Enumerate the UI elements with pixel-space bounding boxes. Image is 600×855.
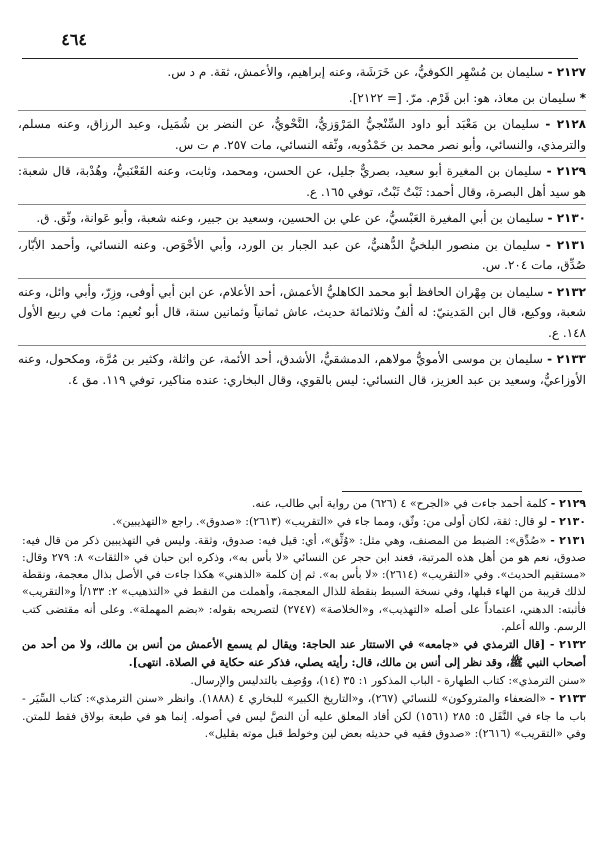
header-rule: [22, 58, 578, 59]
star-marker: *: [579, 90, 586, 105]
biography-entries: [18, 62, 586, 395]
entry-2130: [18, 208, 586, 232]
entry-text: سليمان بن مَعْبَد أبو داود السِّنْجيُّ المَرْوَزيُّ، النَّحْويُّ، عن النضر بن شُمَيل، وعبد الرزاق، وعنه مسلم، والترمذي، والنسائي، وأبو نصر محمد بن حَمْدُويه، وثّقه النسائي، مات ٢٥٧. م ت س.: [18, 117, 586, 152]
entry-text: سليمان بن المغيرة أبو سعيد، بصريٌّ جليل، عن الحسن، ومحمد، وثابت، وعنه القَعْنَبيُّ، وهُدْبة، قال شعبة: هو سيد أهل البصرة، وقال أحمد: ثَبْتٌ ثَبْتٌ، توفي ١٦٥. ع.: [18, 164, 586, 199]
footnote-text: لو قال: ثقة، لكان أولى من: وثّق، ومما جاء في «التقريب» (٢٦١٣): «صدوق». راجع «التهذيبين».: [112, 515, 548, 529]
footnote-2133: [22, 690, 586, 742]
footnote-2132-continued: [22, 672, 586, 689]
footnotes: [22, 495, 586, 743]
entry-cross-reference: [18, 88, 586, 112]
footnote-2132: [22, 636, 586, 671]
entry-2132: [18, 282, 586, 347]
footnote-number: ٢١٣٢ -: [549, 638, 586, 652]
footnote-2130: [22, 513, 586, 530]
footnote-number: ٢١٣١ -: [550, 533, 586, 547]
entry-number: ٢١٢٩ -: [546, 164, 586, 178]
entry-text: سليمان بن أبي المغيرة العَبْسيُّ، عن علي بن الحسين، وسعيد بن جبير، وعنه شعبة، وأبو عَوانة، وثّق. ق.: [36, 211, 544, 225]
footnote-rule: [342, 491, 582, 492]
entry-text: سليمان بن منصور البلخيُّ الدُّهنيُّ، عن عبد الجبار بن الورد، وأبي الأحْوَص. وعنه النسائي، وأحمد الأبّار، صُدِّق، مات ٢٠٤. س.: [18, 237, 586, 272]
entry-number: ٢١٣٣ -: [547, 352, 586, 366]
footnote-text: كلمة أحمد جاءت في «الجرح» ٤ (٦٢٦) من رواية أبي طالب، عنه.: [251, 497, 548, 510]
footnote-number: ٢١٣٠ -: [550, 515, 586, 529]
entry-2129: [18, 161, 586, 205]
footnote-number: ٢١٢٩ -: [550, 497, 586, 510]
entry-text: سليمان بن موسى الأمويُّ مولاهم، الدمشقيُّ، الأشدق، أحد الأئمة، عن واثلة، وكثير بن مُرَّة، ومكحول، وعنه الأوزاعيُّ، وسعيد بن عبد العزيز، قال النسائي: ليس بالقوي، وقال البخاري: عنده مناكير، توفي ١١٩. مق ٤.: [18, 352, 586, 387]
entry-2131: [18, 235, 586, 279]
entry-number: ٢١٣١ -: [545, 237, 586, 252]
entry-2133: [18, 349, 586, 392]
footnote-text: [قال الترمذي في «جامعه» في الاستتار عند الحاجة: ويقال لم يسمع الأعمش من أنس بن مالك، ولا من أحد من أصحاب النبي ﷺ، وقد نظر إلى أنس بن مالك، قال: رأيته يصلي، فذكر عنه حكاية في الصلاة. انتهى].: [22, 638, 586, 669]
entry-text: سليمان بن مِهْران الحافظ أبو محمد الكاهليُّ الأعمش، أحد الأعلام، عن ابن أبي أوفى، وزِرّ، وأبي وائل، وعنه شعبة، ووكيع، قال ابن المَدينيّ: له ألفٌ وثلاثمائة حديث، عاش ثمانياً وثمانين سنة، قال أبو نُعيم: مات في ربيع الأول ١٤٨. ع.: [18, 284, 586, 340]
entry-number: ٢١٣٠ -: [547, 211, 586, 225]
footnote-number: ٢١٣٣ -: [550, 692, 586, 706]
footnote-2129: [22, 495, 586, 512]
entry-text: سليمان بن معاذ، هو: ابن قَرْم. مرّ. [= ٢١٢٢].: [348, 90, 576, 105]
footnote-text: «صُدِّق»: الضبط من المصنف، وهي مثل: «وُثِّق»، أي: قيل فيه: صدوق، وثقة. وليس في التهذيبين ذكر من قال فيه: صدوق، نعم هو من أهل هذه المرتبة، فعند ابن حجر عن النسائي «لا بأس به»، وذكره ابن حبان في «الثقات» ٨: ٢٧٩ وقال: «مستقيم الحديث». وفي «التقريب» (٢٦١٤): «لا بأس به». ثم إن كلمة «الذهني» هكذا جاءت في الأصل بذال معجمة، ونقطة لذلك قريبة من الهاء قبلها، وفي نسخة السبط بنقطة للذال المعجمة، وأهملت من النقط في «التذهيب» ٢: ١٣٣/أ و«التقريب» فأثبته: الدهني، اعتماداً على أصله «التهذيب»، و«الخلاصة» (٢٧٤٧) لتصريحه بقوله: «بضم المهملة». وعلى أنه مقتضى كتب الرسم. والله أعلم.: [22, 533, 587, 634]
entry-text: سليمان بن مُسْهِر الكوفيُّ، عن خَرَشَة، وعنه إبراهيم، والأعمش، ثقة. م د س.: [167, 65, 544, 79]
footnote-text: «الضعفاء والمتروكون» للنسائي (٢٦٧)، و«التاريخ الكبير» للبخاري ٤ (١٨٨٨). وانظر «سنن الترمذي»: كتاب السِّيَر - باب ما جاء في النَّفَل ٥: ٢٨٥ (١٥٦١) لكن أفاد المعلق عليه أن النصَّ ليس في أصوله. إنما هو في طبعة بولاق فقط للمتن. وفي «التقريب» (٢٦١٦): «صدوق فقيه في حديثه بعض لين وخولط قبل موته بقليل».: [22, 692, 587, 740]
page-number: ٤٦٤: [61, 30, 87, 49]
entry-number: ٢١٢٧ -: [547, 65, 586, 79]
footnote-text: «سنن الترمذي»: كتاب الطهارة - الباب المذكور ١: ٣٥ (١٤)، ووُصِف بالتدليس والإرسال.: [190, 673, 586, 687]
footnote-2131: [22, 532, 586, 636]
entry-number: ٢١٣٢ -: [547, 284, 586, 299]
entry-2127: [18, 62, 586, 85]
entry-number: ٢١٢٨ -: [545, 117, 586, 131]
entry-2128: [18, 114, 586, 158]
